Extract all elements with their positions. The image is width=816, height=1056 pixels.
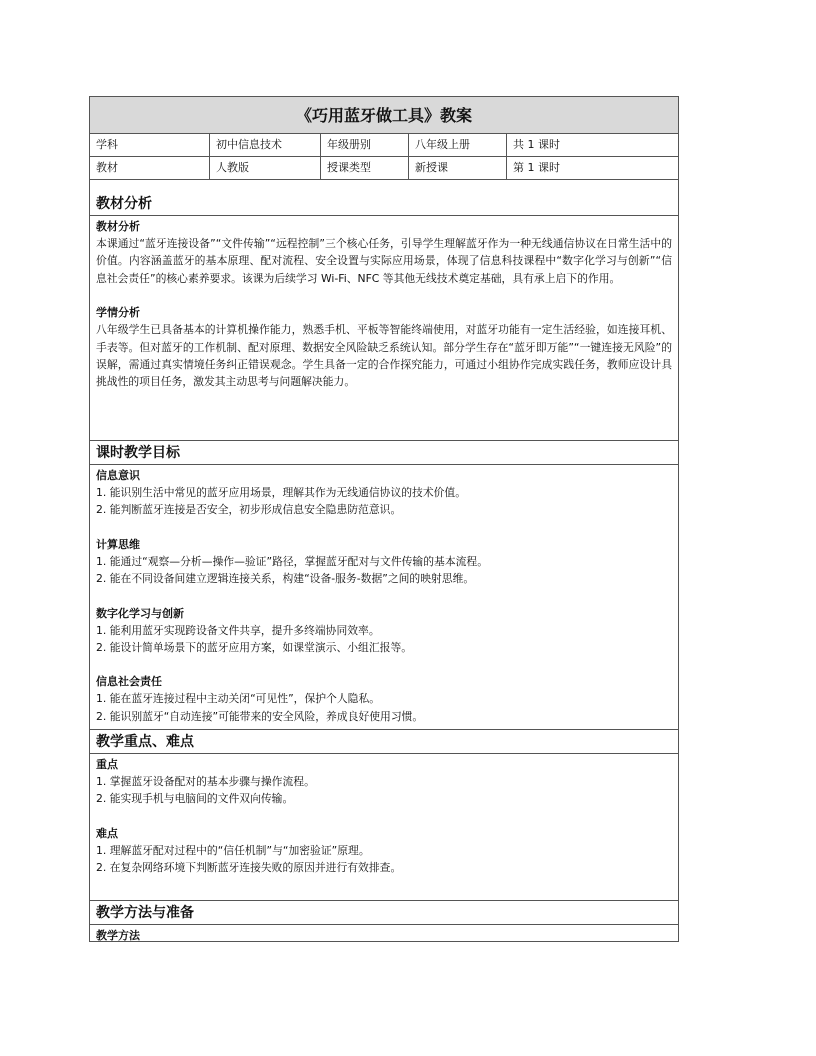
- section-heading-keypoints: 教学重点、难点: [90, 730, 678, 754]
- section-keypoints: [90, 729, 678, 877]
- section-methods: [90, 900, 678, 944]
- paragraph-student: 八年级学生已具备基本的计算机操作能力，熟悉手机、平板等智能终端使用，对蓝牙功能有一定生活经验，如连接耳机、手表等。但对蓝牙的工作机制、配对原理、数据安全风险缺乏系统认知。部分学生存在“蓝牙即万能”“一键连接无风险”的误解，需通过真实情境任务纠正错误观念。学生具备一定的合作探究能力，可通过小组协作完成实践任务，教师应设计具挑战性的项目任务，激发其主动思考与问题解决能力。: [96, 323, 672, 389]
- lesson-plan-table: [89, 96, 679, 942]
- subheading-digital-learning: 数字化学习与创新: [96, 606, 184, 620]
- list-item: 2. 能在不同设备间建立逻辑连接关系，构建“设备-服务-数据”之间的映射思维。: [96, 572, 475, 586]
- list-item: 1. 能利用蓝牙实现跨设备文件共享，提升多终端协同效率。: [96, 623, 380, 637]
- list-item: 1. 能通过“观察—分析—操作—验证”路径，掌握蓝牙配对与文件传输的基本流程。: [96, 554, 489, 568]
- value-lesson-type: 新授课: [409, 157, 507, 179]
- list-item: 2. 能设计简单场景下的蓝牙应用方案，如课堂演示、小组汇报等。: [96, 641, 413, 655]
- list-item: 1. 理解蓝牙配对过程中的“信任机制”与“加密验证”原理。: [96, 843, 370, 857]
- value-grade: 八年级上册: [409, 134, 507, 156]
- list-item: 2. 能识别蓝牙“自动连接”可能带来的安全风险，养成良好使用习惯。: [96, 709, 424, 723]
- paragraph-material: 本课通过“蓝牙连接设备”“文件传输”“远程控制”三个核心任务，引导学生理解蓝牙作为一种无线通信协议在日常生活中的价值。内容涵盖蓝牙的基本原理、配对流程、安全设置与实际应用场景，体现了信息科技课程中“数字化学习与创新”“信息社会责任”的核心素养要求。该课为后续学习 Wi-Fi、NFC 等其他无线技术奠定基础，具有承上启下的作用。: [96, 237, 672, 285]
- list-item: 1. 能识别生活中常见的蓝牙应用场景，理解其作为无线通信协议的技术价值。: [96, 486, 467, 499]
- value-total-periods: 共 1 课时: [513, 138, 560, 151]
- label-grade: 年级册别: [321, 134, 409, 156]
- label-subject: 学科: [90, 134, 210, 156]
- subheading-student: 学情分析: [96, 306, 140, 320]
- label-lesson-type: 授课类型: [321, 157, 409, 179]
- info-row-subject: [90, 134, 678, 157]
- subheading-social-responsibility: 信息社会责任: [96, 675, 162, 689]
- section-heading-objectives: 课时教学目标: [90, 441, 678, 465]
- section-analysis: [90, 192, 678, 391]
- label-textbook: 教材: [90, 157, 210, 179]
- value-period: 第 1 课时: [513, 161, 560, 174]
- list-item: 2. 在复杂网络环境下判断蓝牙连接失败的原因并进行有效排查。: [96, 861, 402, 875]
- section-heading-analysis: 教材分析: [90, 192, 678, 216]
- section-heading-methods: 教学方法与准备: [90, 901, 678, 925]
- document-title: 《巧用蓝牙做工具》教案: [90, 97, 678, 134]
- subheading-key: 重点: [96, 758, 118, 771]
- subheading-methods: 教学方法: [96, 929, 140, 942]
- subheading-info-awareness: 信息意识: [96, 469, 140, 482]
- list-item: 2. 能实现手机与电脑间的文件双向传输。: [96, 792, 294, 806]
- subheading-computational-thinking: 计算思维: [96, 537, 140, 551]
- subheading-difficulty: 难点: [96, 826, 118, 840]
- list-item: 1. 掌握蓝牙设备配对的基本步骤与操作流程。: [96, 775, 315, 788]
- value-textbook: 人教版: [210, 157, 321, 179]
- subheading-material: 教材分析: [96, 220, 140, 233]
- list-item: 2. 能判断蓝牙连接是否安全，初步形成信息安全隐患防范意识。: [96, 503, 402, 517]
- value-subject: 初中信息技术: [210, 134, 321, 156]
- info-row-textbook: [90, 157, 678, 180]
- list-item: 1. 能在蓝牙连接过程中主动关闭“可见性”，保护个人隐私。: [96, 692, 381, 706]
- section-objectives: [90, 440, 678, 725]
